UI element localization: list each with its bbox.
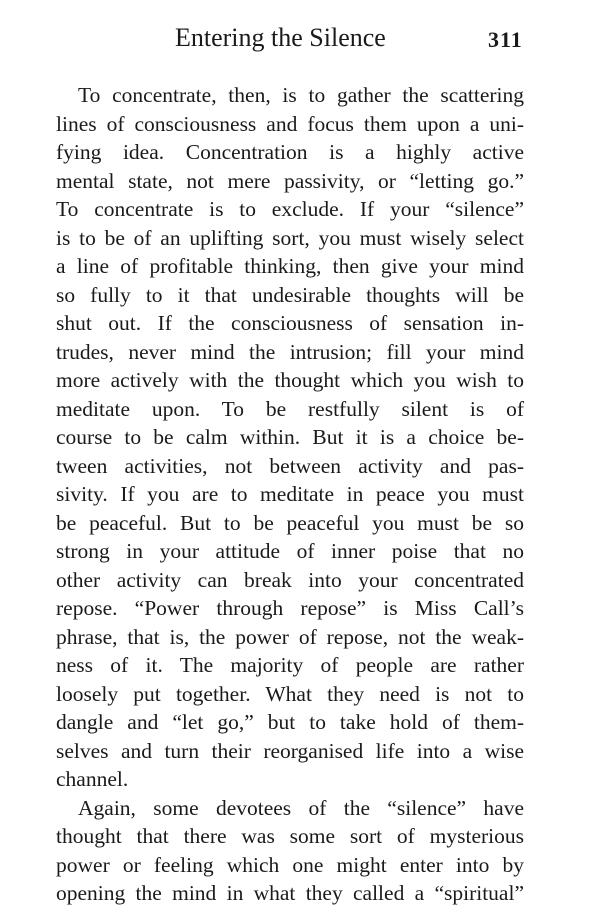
- text-line: loosely put together. What they need is not to: [56, 681, 524, 706]
- text-line: To concentrate is to exclude. If your “silence”: [56, 197, 524, 221]
- text-line: selves and turn their reorganised life into a wise: [56, 738, 524, 763]
- text-line: phrase, that is, the power of repose, not the weak-: [56, 624, 524, 649]
- text-line: other activity can break into your concentrated: [56, 567, 524, 592]
- text-line: meditate upon. To be restfully silent is of: [56, 396, 524, 421]
- text-line: To concentrate, then, is to gather the scattering: [78, 83, 524, 107]
- text-line: channel.: [56, 767, 129, 791]
- text-line: is to be of an uplifting sort, you must wisely select: [56, 225, 524, 250]
- text-line: so fully to it that undesirable thoughts will be: [56, 282, 524, 307]
- text-line: trudes, never mind the intrusion; fill your mind: [56, 339, 524, 364]
- text-line: fying idea. Concentration is a highly active: [56, 140, 524, 164]
- text-line: power or feeling which one might enter into by: [56, 852, 524, 877]
- text-line: opening the mind in what they called a “spiritual”: [56, 881, 524, 905]
- text-line: mental state, not mere passivity, or “letting go.”: [56, 168, 524, 193]
- text-line: dangle and “let go,” but to take hold of them-: [56, 710, 524, 734]
- text-line: strong in your attitude of inner poise that no: [56, 539, 524, 563]
- text-line: course to be calm within. But it is a choice be-: [56, 425, 524, 449]
- running-head-title: Entering the Silence: [175, 23, 386, 52]
- text-line: thought that there was some sort of mysterious: [56, 824, 524, 848]
- text-line: more actively with the thought which you wish to: [56, 368, 524, 392]
- text-line: sivity. If you are to meditate in peace you must: [56, 482, 524, 506]
- paragraph: [56, 794, 524, 908]
- text-line: lines of consciousness and focus them upon a uni-: [56, 111, 524, 136]
- paragraph: [56, 81, 524, 794]
- text-line: repose. “Power through repose” is Miss Call’s: [56, 596, 524, 620]
- text-line: ness of it. The majority of people are rather: [56, 653, 524, 677]
- text-line: a line of profitable thinking, then give your mind: [56, 254, 524, 278]
- text-line: Again, some devotees of the “silence” have: [78, 795, 524, 820]
- text-line: tween activities, not between activity and pas-: [56, 453, 524, 478]
- text-line: be peaceful. But to be peaceful you must be so: [56, 510, 524, 535]
- text-line: shut out. If the consciousness of sensation in-: [56, 311, 524, 335]
- page-number: 311: [488, 27, 523, 52]
- page-body: [56, 81, 524, 908]
